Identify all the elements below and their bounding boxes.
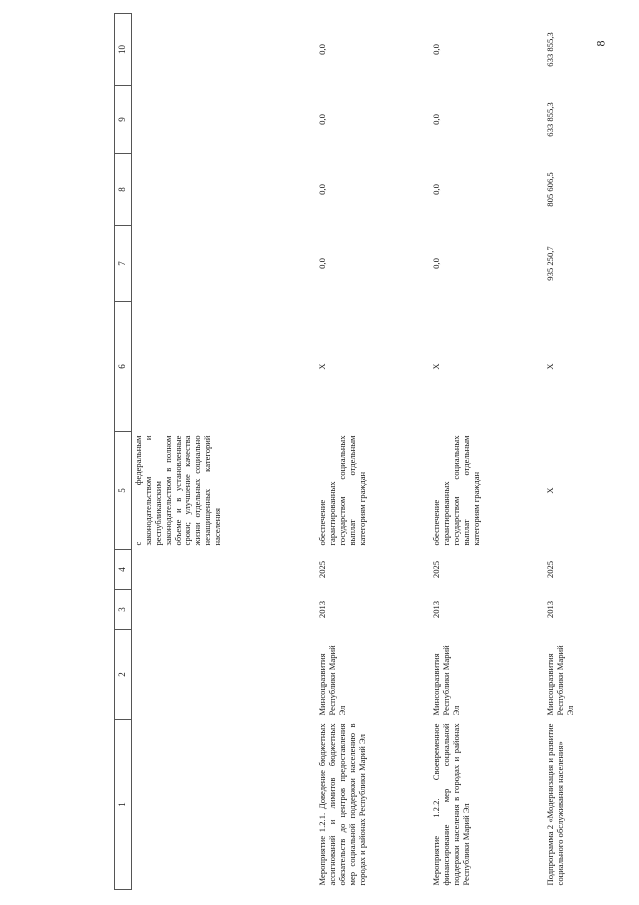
- expected-result: X: [545, 487, 555, 494]
- table-row: [132, 14, 317, 890]
- column-header: 9: [115, 86, 132, 154]
- column-header: 10: [115, 14, 132, 86]
- value-col7: 0,0: [431, 258, 441, 269]
- activity-name: [132, 720, 317, 890]
- value-col10: 0,0: [317, 44, 327, 55]
- expected-result: обеспечение гарантированных государством социальных выплат отдельным категориям граждан: [317, 435, 367, 546]
- responsible: Минсоцразвития Республики Марий Эл: [431, 645, 461, 716]
- value-col8: [132, 154, 317, 226]
- column-header: 2: [115, 630, 132, 720]
- value-col9: 0,0: [431, 114, 441, 125]
- value-col9: 633 855,3: [545, 102, 555, 137]
- value-col7: 0,0: [317, 258, 327, 269]
- column-header: 6: [115, 302, 132, 432]
- subprogram-name: Подпрограмма 2 «Модернизация и развитие социального обслуживания населения»: [545, 723, 565, 886]
- indicator-link: X: [431, 363, 441, 370]
- expected-result: с федеральным законодательством и республиканским законодательством в полном объеме и в установленные сроки; улучшение качества жизни отдельных социально незащищенных категорий населения: [133, 435, 222, 546]
- column-header: 7: [115, 226, 132, 302]
- value-col7: 935 250,7: [545, 246, 555, 281]
- start-year: 2013: [431, 600, 441, 619]
- value-col8: 0,0: [317, 184, 327, 195]
- end-year: 2025: [545, 560, 555, 579]
- column-header: 8: [115, 154, 132, 226]
- value-col10: [132, 14, 317, 86]
- program-table: [114, 13, 618, 890]
- start-year: 2013: [317, 600, 327, 619]
- indicator-link: [132, 302, 317, 432]
- column-header: 1: [115, 720, 132, 890]
- start-year: 2013: [545, 600, 555, 619]
- rotated-table-wrapper: [114, 14, 634, 890]
- table-row: [544, 14, 618, 890]
- indicator-link: X: [317, 363, 327, 370]
- indicator-link: X: [545, 363, 555, 370]
- responsible: Минсоцразвития Республики Марий Эл: [545, 645, 575, 716]
- expected-result: обеспечение гарантированных государством социальных выплат отдельным категориям граждан: [431, 435, 481, 546]
- value-col9: 0,0: [317, 114, 327, 125]
- end-year: 2025: [317, 560, 327, 579]
- value-col7: [132, 226, 317, 302]
- column-header: 5: [115, 432, 132, 550]
- responsible: [132, 630, 317, 720]
- column-number-header: [115, 14, 132, 890]
- value-col8: 805 606,5: [545, 172, 555, 207]
- value-col10: 633 855,3: [545, 32, 555, 67]
- page-number: 8: [593, 40, 608, 47]
- activity-name: Мероприятие 1.2.2. Своевременное финансирование мер социальной поддержки населения в городах и районах Республики Марий Эл: [431, 723, 471, 886]
- column-header: 4: [115, 550, 132, 590]
- column-header: 3: [115, 590, 132, 630]
- activity-name: Мероприятие 1.2.1. Доведение бюджетных ассигнований и лимитов бюджетных обязательств до центров предоставления мер социальной поддержки населению в городах и районах Республики Марий Эл: [317, 723, 367, 886]
- value-col10: 0,0: [431, 44, 441, 55]
- start-year: [132, 590, 317, 630]
- responsible: Минсоцразвития Республики Марий Эл: [317, 645, 347, 716]
- table-row: [316, 14, 430, 890]
- table-row: [430, 14, 544, 890]
- value-col9: [132, 86, 317, 154]
- end-year: [132, 550, 317, 590]
- value-col8: 0,0: [431, 184, 441, 195]
- end-year: 2025: [431, 560, 441, 579]
